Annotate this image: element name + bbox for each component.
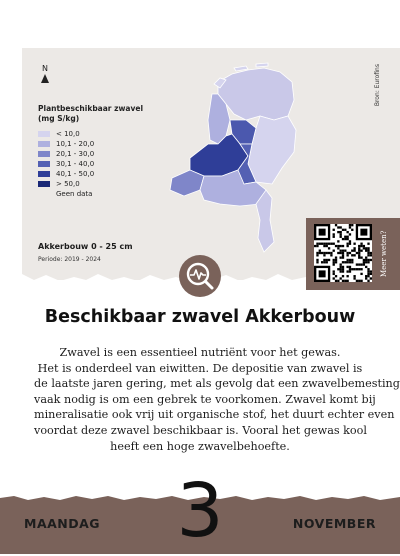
netherlands-map <box>160 60 300 260</box>
qr-link[interactable] <box>306 218 400 290</box>
legend-swatch <box>38 171 50 177</box>
legend-swatch <box>38 181 50 187</box>
legend-swatch <box>38 131 50 137</box>
article-line: voordat deze zwavel beschikbaar is. Vooral het gewas kool <box>34 423 367 437</box>
legend-swatch <box>38 151 50 157</box>
article-line: de laatste jaren gering, met als gevolg dat een zwavelbemesting <box>34 377 400 391</box>
magnifier-chart-icon <box>179 255 221 297</box>
legend-label: > 50,0 <box>56 180 80 188</box>
map-crop-label: Akkerbouw 0 - 25 cm <box>38 242 133 251</box>
north-indicator <box>38 64 52 83</box>
qr-code-icon <box>314 224 372 282</box>
legend-label: 40,1 - 50,0 <box>56 170 95 178</box>
legend-item <box>38 129 158 139</box>
map-period: Periode: 2019 - 2024 <box>38 256 101 263</box>
north-label: N <box>42 64 48 73</box>
map-region-zeeland <box>170 170 204 196</box>
article-line: Het is onderdeel van eiwitten. De depositie van zwavel is <box>37 361 363 375</box>
article-line: vaak nodig is om een gebrek te voorkomen. Zwavel komt bij <box>34 392 376 406</box>
qr-label: Meer weten? <box>380 230 388 278</box>
legend-label: 10,1 - 20,0 <box>56 140 95 148</box>
article-line: mineralisatie ook vrij uit organische stof, het duurt echter even <box>34 408 395 422</box>
day-number: 3 <box>176 468 224 554</box>
legend-item <box>38 149 158 159</box>
article-title: Beschikbaar zwavel Akkerbouw <box>44 307 356 327</box>
legend-label: Geen data <box>56 190 93 198</box>
legend-item <box>38 189 158 199</box>
page-top <box>0 0 400 48</box>
legend-item <box>38 169 158 179</box>
map-region-east <box>248 116 296 184</box>
source-credit: Bron: Eurofins <box>374 64 381 107</box>
north-arrow-icon <box>41 74 49 83</box>
map-legend <box>38 104 158 199</box>
map-region-north <box>218 68 294 120</box>
article-line: Zwavel is een essentieel nutriënt voor het gewas. <box>59 346 341 359</box>
article-line: heeft een hoge zwavelbehoefte. <box>110 439 290 453</box>
legend-label: 20,1 - 30,0 <box>56 150 95 158</box>
legend-swatch <box>38 161 50 167</box>
legend-item <box>38 159 158 169</box>
legend-swatch <box>38 191 50 197</box>
legend-swatch <box>38 141 50 147</box>
legend-label: < 10,0 <box>56 130 80 138</box>
legend-title: Plantbeschikbaar zwavel (mg S/kg) <box>38 104 144 123</box>
article-body <box>34 345 400 454</box>
month-name: NOVEMBER <box>292 516 376 531</box>
legend-list <box>38 129 158 199</box>
legend-label: 30,1 - 40,0 <box>56 160 95 168</box>
legend-item <box>38 139 158 149</box>
legend-item <box>38 179 158 189</box>
analysis-badge <box>179 255 221 297</box>
day-name: MAANDAG <box>24 516 101 531</box>
